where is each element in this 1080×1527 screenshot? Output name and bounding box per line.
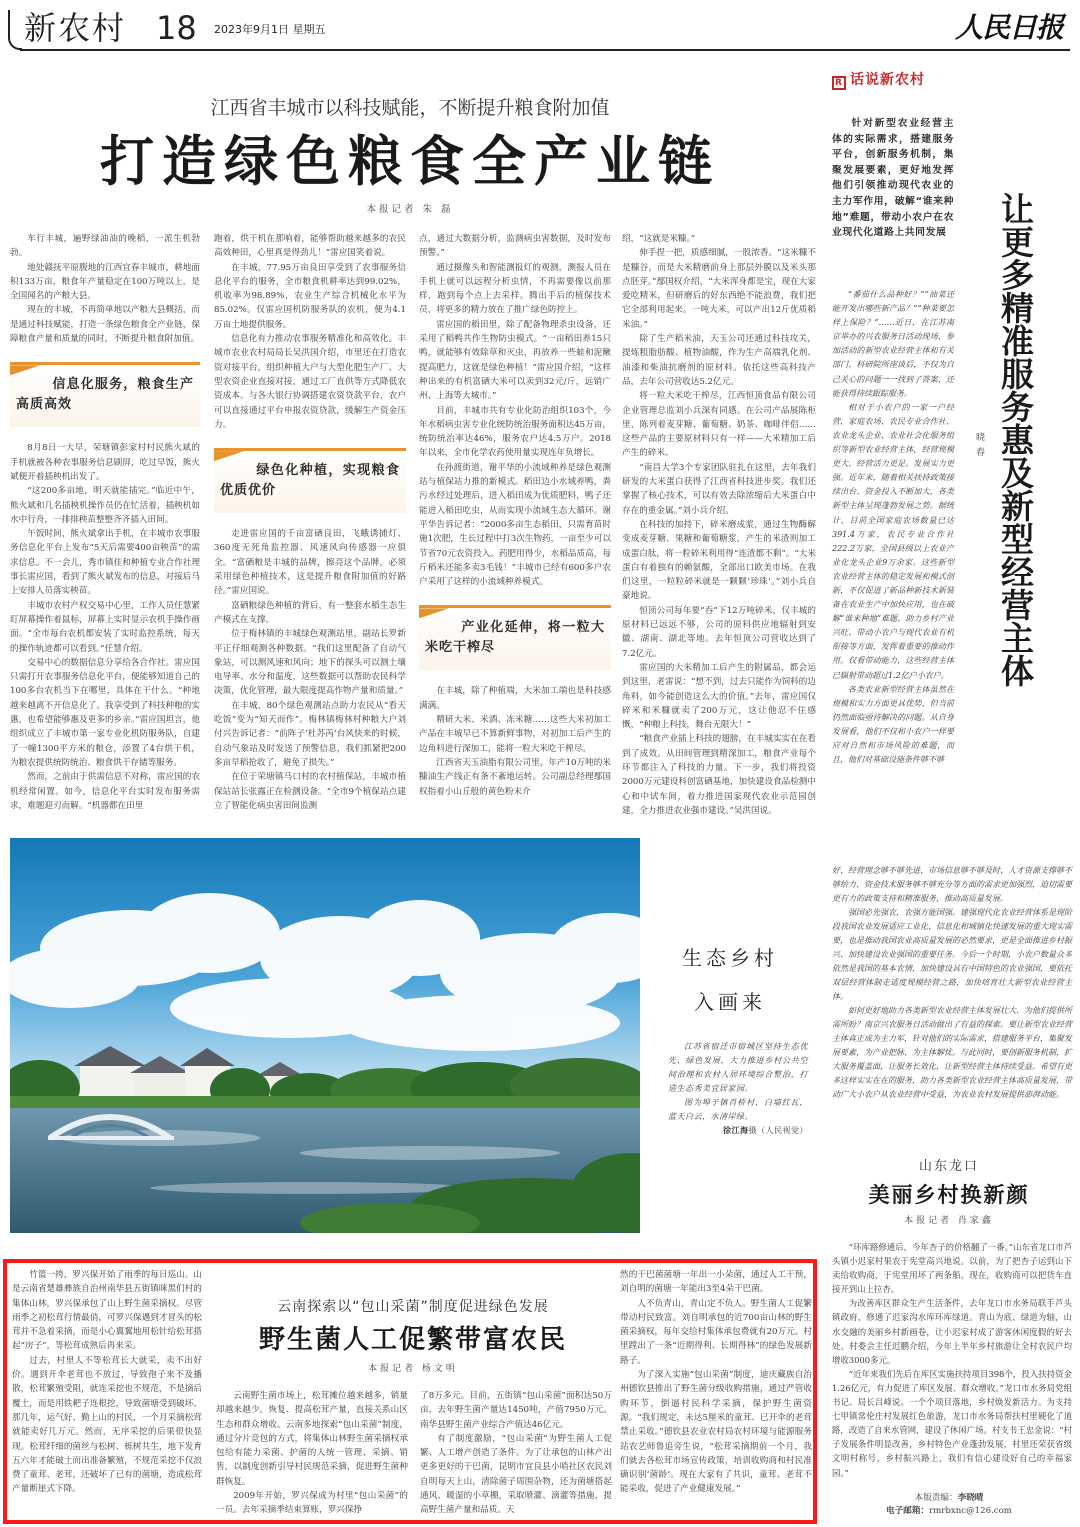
page-number: 18 (156, 9, 197, 47)
paragraph: 云南野生菌市场上，松茸摊位越来越多，销量却越来越少。恢复、提高松茸产量，直接关系山区生态和群众增收。云南多地探索“包山采菌”制度，通过分片竞包的方式，将集体山林野生菌采摘权承包给有能力采菌、护菌的人统一管理、采摘、销售，以制度创新引导村民规范采摘，促进野生菌种群恢复。 (216, 1391, 408, 1487)
commentary-title: 让更多精准服务惠及新型经营主体 (996, 192, 1035, 687)
paragraph: 恒顶公司每年要“吞”下12万吨碎米，仅丰城的原材料已远远不够，公司的原料供应地辐射到安徽、湖南、湖北等地。去年恒顶公司营收达到了7.2亿元。 (622, 605, 816, 659)
r-badge-icon: R (832, 76, 846, 90)
paragraph: 为改善库区群众生产生活条件，去年龙口市水务局联手芦头镇政府，修通了迟家沟水库环库绿道。青山为底、绿道为轴，山水交融的美丽乡村新画卷，让小迟家村成了游客休闲度假的好去处。村委会主任迟鹏介绍，今年上半年乡村旅游让全村农民户均增收3000多元。 (832, 1298, 1072, 1365)
paragraph: 然的干巴菌菌塘一年出一小朵菌，通过人工干预，刘自明的菌塘一年能出3至4朵干巴菌。 (620, 1270, 812, 1295)
paragraph: 在丰城，80个绿色观测站点助力农民从“看天吃饭”变为“知天而作”。梅林镇梅林村种粮大户刘付兴告诉记者：“前阵子‘杜苏芮’台风快来的时候，自动气象站及时发送了预警信息，我们抓紧把200多亩早稻抢收了，避免了损失。” (214, 700, 406, 768)
paragraph: 雷应国的稻田里，除了配备物理杀虫设备，还采用了稻鸭共作生物防虫模式。“一亩稻田养15只鸭，就能够有效除草和灭虫，再放养一些蛙和泥鳅提高肥力，这就是绿色种植！”雷应国介绍，“这样种出来的有机富硒大米可以卖到32元/斤，远销广州、上海等大城市。” (419, 319, 611, 402)
column-tag (832, 70, 925, 90)
subsection-title: 产业化延伸，将一粒大米吃干榨尽 (425, 620, 605, 656)
paragraph: 2009年开始，罗兴保成为村里“包山采菌”的一员。去年采摘季结束算账，罗兴保挣 (216, 1491, 408, 1516)
main-article-column-3 (419, 232, 611, 799)
commentary-body-narrow (832, 288, 954, 767)
paragraph: 为了深入实施“包山采菌”制度，迪庆藏族自治州德钦县推出了野生菌分级收购措施，通过严管收购环节，倒逼村民科学采摘，保护野生菌资源。“我们规定，未达5厘米的童茸、已开伞的老茸禁止采收。”德钦县农业农村局农村环境与能源服务站农艺师鲁追旁生说，“松茸采摘期前一个月，我们就去各松茸市场宣传政策，培训收购商和村民准确识别‘菌龄’。现在大家有了共识，童茸、老茸不能采收，促进了产业健康发展。” (620, 1370, 812, 1495)
main-article-headline: 打造绿色粮食全产业链 (100, 130, 720, 193)
lead-text: 针对新型农业经营主体的实际需求，搭建服务平台，创新服务机制，集聚发展要素，更好地发挥他们引领推动现代农业的主力军作用，破解“谁来种地”难题，带动小农户在农业现代化道路上共同发展 (832, 118, 954, 239)
paragraph: 强国必先强农，农强方能国强。建强现代化农业经营体系是现阶段我国农业发展适应工业化、信息化和城镇化快速发展的重大现实需要，也是推动我国农业高质量发展的必然要求，更是全面推进乡村振兴、加快建设农业强国的重要任务。今后一个时期，小农户数量众多依然是我国的基本农情，加快建设具有中国特色的农业强国，要依托双层经营体制走适度规模经营之路，加快培育壮大新型农业经营主体。 (832, 908, 1072, 1001)
paragraph: “环库路修通后，今年杏子的价格翻了一番。”山东省龙口市芦头镇小迟家村果农于宪堂高兴地说。以前，为了把杏子运到山下卖给收购商，于宪堂用坏了两条船。现在，收购商可以把货车直接开到山上拉杏。 (832, 1242, 1072, 1295)
paragraph: 绍，“这就是米糠。” (622, 234, 696, 244)
paragraph: 了8万多元。目前，五街镇“包山采菌”面积达50万亩，去年野生菌产量达1450吨，产值7950万元。南华县野生菌产业综合产值达46亿元。 (420, 1391, 612, 1430)
paragraph: 竹篮一挎，罗兴保开始了雨季的每日巡山。山是云南省楚雄彝族自治州南华县五街镇咪黑们村的集体山林，罗兴保承包了山上野生菌采摘权。尽管雨季之初松茸行情最俏，可罗兴保遇到才冒头的松茸并不急着采摘，而是小心翼翼地用松针给松茸搭起“房子”，等松茸成熟后再来采。 (12, 1270, 202, 1352)
main-article-column-4 (622, 232, 816, 818)
email-line (822, 1505, 1076, 1518)
subsection-banner (10, 362, 200, 427)
village-photo (10, 838, 640, 1233)
paragraph: 然而，之前由于供需信息不对称，雷应国的农机经常闲置。如今，信息化平台实时发布服务需求，难题迎刃而解。“机器都在田里 (10, 772, 200, 811)
editor-line (822, 1492, 1076, 1505)
paragraph: 跑着，烘干机在那响着，能够帮助越来越多的农民高效种田，心里真是得劲儿！”雷应国笑着说。 (214, 234, 406, 259)
paragraph: “南昌大学3个专家团队驻扎在这里，去年我们研发的大米蛋白获得了江西省科技进步奖。我们还掌握了核心技术，可以有效去除浓缩后大米蛋白中存在的重金属。”刘小兵介绍。 (622, 462, 816, 516)
editor-label: 本版责编： (914, 1493, 958, 1503)
paragraph: 丰城市农村产权交易中心里，工作人员任慧紧盯屏幕操作着鼠标，屏幕上实时显示农机手操作画面。“全市每台农机都安装了实时监控系统，每天的操作轨迹都可以看到。”任慧介绍。 (10, 600, 200, 654)
photo-title-line-1: 生态乡村 (682, 946, 778, 970)
shandong-headline: 美丽乡村换新颜 (868, 1182, 1030, 1207)
shandong-subhead: 山东龙口 (918, 1159, 979, 1174)
shandong-byline: 本报记者 肖家鑫 (904, 1216, 994, 1226)
paragraph: 除了生产稻米油，天玉公司还通过科技攻关，提炼粗脂肪酸、植物油酸，作为生产高端乳化剂、油漆和柴油抗磨剂的原材料。依托这些高科技产品，去年公司营收达5.2亿元。 (622, 334, 816, 387)
subsection-title: 绿色化种植，实现粮食优质优价 (220, 463, 400, 499)
paragraph: “番茄什么品种好？”“油菜还能开发出哪些新产品？”“种菜要怎样上保险？”……近日，在江苏南京举办的兴农服务日活动现场，参加活动的新型农业经营主体和有关部门、科研院所座谈后，不仅为自己关心的问题一一找到了答案，还能获得持续跟踪服务。 (832, 290, 954, 398)
commentary-lead (832, 116, 954, 241)
yunnan-column-1 (12, 1268, 202, 1497)
paragraph: 伸手捏一把，质感细腻，一股浓香。“这米糠不是糠谷，而是大米精磨前身上那层外膜以及米头那点胚芽。”鄢国权介绍，“大米浑身都是宝，现在大家爱吃精米，但研磨后的好东西绝不能浪费，我们把它全部利用起来。一吨大米，可以产出12斤优质稻米油。” (622, 248, 816, 330)
photo-caption (668, 1040, 808, 1138)
paragraph: 过去，村里人不等松茸长大就采，卖不出好价。遇到开伞老茸也不放过，导致孢子来不及播散，松茸繁殖受阻，就连采挖也不规范，不是摘后覆土，而是用铁耙子连根挖，导致菌塘受到破坏。那几年，运气好、勤上山的村民，一个月采摘松茸就能卖好几万元。然而，无序采挖的后果很快显现。松茸纤细的菌丝与松树、栎树共生，地下发育五六年才能破土而出准备繁殖，不规范采挖不仅浪费了童茸、老茸，还破坏了已有的菌塘，造成松茸产量断崖式下降。 (12, 1355, 202, 1495)
yunnan-headline: 野生菌人工促繁带富农民 (258, 1325, 567, 1355)
paragraph: 车行丰城，遍野绿油油的晚稻，一派生机勃勃。 (10, 234, 200, 259)
paragraph: 有了制度激励，“包山采菌”为野生菌人工促繁、人工增产创造了条件。为了让承包的山林产出更多更好的干巴菌，昆明市宜良县小哨社区农民刘自明每天上山，清除菌子周围杂物，还为菌塘搭起通风、暖湿的小草棚，采取喷灌、滴灌等措施，提高野生菌产量和品质。天 (420, 1433, 612, 1516)
paragraph: “这200多亩地，明天就能插完。”临近中午，熊火斌和几名插秧机操作员仍在忙活着，插秧机如水中行舟，一排排秧苗整整齐齐插入田间。 (10, 486, 200, 525)
subsection-banner (214, 448, 406, 513)
issue-date: 2023年9月1日 星期五 (214, 23, 326, 36)
paragraph: 富硒粮绿色种植的背后，有一整套水稻生态生产模式在支撑。 (214, 600, 406, 625)
paragraph: 雷应国的大米精加工后产生的附属品，都会运到这里，老雷说：“想不到，过去只能作为饲料的边角料，如今能创造这么大的价值。”去年，雷应国仅碎米和米糠就卖了200万元，这让他忍不住感慨，“种粮上科技，舞台无限大！” (622, 662, 816, 731)
paragraph: 交易中心的数据信息分享给各合作社。雷应国只需打开农事服务信息化平台，便能够知道自己的100多台农机当下在哪里，具体在干什么。“种地越来越离不开信息化了。我享受到了科技种粮的实惠，也希望能够惠及更多的乡亲。”雷应国坦言，他组织成立了丰城市第一家专业化机防服务队，自建了一幢1300平方米的粮仓，添置了4台烘干机，为粮农提供统防统治、粮食烘干存储等服务。 (10, 657, 200, 768)
paragraph: 江西省天玉油脂有限公司里，年产10万吨的米糠油生产线正有条不紊地运转。公司副总经理鄢国权指着小山丘般的黄色粉末介 (419, 757, 611, 797)
masthead-bracket (8, 10, 22, 50)
subsection-title: 信息化服务，粮食生产高质高效 (16, 377, 194, 413)
paragraph: 在位于荣塘镇马口村的农村植保站，丰城市植保站站长张露正在检测设备。“全市9个植保站点建立了智能化病虫害田间监测 (214, 772, 406, 811)
newspaper-logo: 人民日报 (955, 11, 1064, 44)
yunnan-subhead: 云南探索以“包山采菌”制度促进绿色发展 (277, 1299, 549, 1315)
main-article-byline: 本报记者 朱 磊 (366, 204, 454, 215)
paragraph: 现在的丰城，不再简单地以产粮大县概括，而是通过科技赋能，打造一条绿色粮食全产业链，保障粮食产量和质量的同时，不断提升粮食附加值。 (10, 305, 200, 345)
column-tag-label: 话说新农村 (850, 72, 925, 88)
paragraph: 相对于小农户的一家一户经营，家庭农场、农民专业合作社、农业龙头企业、农业社会化服务组织等新型农业经营主体，经营规模更大、经营活力更足、发展实力更强。近年来，随着相关扶持政策接续出台、资金投入不断加大，各类新型主体呈现蓬勃发展之势。据统计，目前全国家庭农场数量已达391.4万家，农民专业合作社222.2万家，全国县级以上农业产业化龙头企业9万余家。这些新型农业经营主体的稳定发展和模式创新，不仅促进了新品种新技术新装备在农业生产中加快应用，也在破解“谁来种地”难题、助力乡村产业兴旺、带动小农户与现代农业有机衔接等方面，发挥着重要的推动作用。仅看带动能力，这些经营主体已辐射带动超过1.2亿户小农户。 (832, 402, 954, 680)
paragraph: 地处赣抚平原腹地的江西宜春丰城市，耕地面积133万亩，粮食年产量稳定在100万吨以上，是全国闻名的产粮大县。 (10, 262, 200, 302)
yunnan-column-4 (620, 1268, 812, 1497)
paragraph: 如何更好地助力各类新型农业经营主体发展壮大、为他们提供所需所盼？南京兴农服务日活动做出了有益的探索。要让新型农业经营主体真正成为主力军，针对他们的实际需求，搭建服务平台，集聚发展要素，为产业把脉、为主体解忧。与此同时，要创新服务机制，扩大服务覆盖面，让服务长效化，让新型经营主体持续受益。希望有更多这样实实在在的服务，助力各类新型农业经营主体高质量发展，带动广大小农户从农业经营中受益，为农业农村发展提供澎湃动能。 (832, 1006, 1072, 1099)
paragraph: 各类农业新型经营主体虽然在规模和实力方面更具优势，但当前仍然面临亟待解决的问题。从自身发展看，他们不仅和小农户一样要应对自然和市场风险的难题，而且，他们对基础设施条件够不够 (832, 684, 954, 765)
paragraph: 在孙渡街道，谢平华的小流域种养是绿色观测站与植保站力推的新模式。稻田边小水域养鸭，粪污水经过处理后，进入稻田成为优质肥料，鸭子还能进入稻田吃虫，从而实现小流域生态大循环。谢平华告诉记者：“2000多亩生态稻田，只需育苗时施1次肥，生长过程中打3次生物药，一亩至少可以节省70元农资投入。药肥用得少，水稻品质高，每斤稻米还能多卖3毛钱！”丰城市已经有600多户农户采用了这样的小流域种养模式。 (419, 462, 611, 588)
paragraph: “近年来我们先后在库区实施扶持项目398个，投入扶持资金1.26亿元，有力促进了库区发展、群众增收。”龙口市水务局党组书记、局长吕峰说。一个个项目落地，乡村焕发新活力。为支持七甲镇常伦庄村发展红色旅游，龙口市水务局帮扶村里硬化了道路，改造了自来水管网，建设了休闲广场。村支书王忠金说：“村子发展条件明显改善，乡村特色产业蓬勃发展，村里还荣获省级文明村称号。乡村振兴路上，我们有信心建设好自己的幸福家园。” (832, 1368, 1072, 1478)
paragraph: 在科技的加持下，碎米磨成浆，通过生物酶解变成麦芽糖、果糖和葡萄糖浆，产生的米渣则加工成蛋白肽，将一粒碎米利用得“连渣都不剩”。“大米蛋白有着独有的赖氨酸，全部出口欧美市场。在我们这里，一粒粒碎米就是一颗颗‘珍珠’。”刘小兵自豪地说。 (622, 519, 816, 602)
shandong-body (832, 1240, 1072, 1480)
commentary-body-wide (832, 864, 1072, 1102)
paragraph: 信息化有力推动农事服务精准化和高效化。丰城市农业农村局局长吴洪国介绍，市里还在打造农资对接平台，组织种植大户与大型化肥生产厂、大型农资企业直接对接，通过工厂直供等方式降低农资成本。与各大银行协调搭建农资贷款平台，农户可以直接通过平台申报农资贷款，缓解生产资金压力。 (214, 334, 406, 430)
photo-credit (668, 1124, 808, 1138)
paragraph: 在丰城，77.95万亩良田享受到了农事服务信息化平台的服务，全市粮食机耕率达到99.02%，机收率为98.89%，农业生产综合机械化水平为85.02%。仅雷应国机防服务队的农机，便为4.1万亩土地提供服务。 (214, 262, 406, 330)
yunnan-column-2 (216, 1389, 408, 1518)
paragraph: 位于梅林镇的丰城绿色观测站里，副站长罗新平正仔细观测各种数据。“我们这里配备了自动气象站，可以测风速和风向；地下的探头可以测土壤电导率、水分和温度，这些数据可以帮助农民科学决策，优化管理，最大限度提高作物产量和质量。” (214, 629, 406, 697)
main-article-subhead: 江西省丰城市以科技赋能，不断提升粮食附加值 (210, 97, 610, 119)
paragraph: 人不负青山，青山定不负人。野生菌人工促繁带动村民致富。刘自明承包的近700亩山林的野生菌采摘权，每年交给村集体承包费就有20万元。村里蹚出了一条“近期得利、长期得林”的绿色发展新路子。 (620, 1298, 812, 1366)
village-landscape-illustration (10, 838, 640, 1233)
paragraph: 精研大米、米酒、冻米糖……这些大米初加工产品在丰城早已不算新鲜事物，对初加工后产生的边角料进行深加工，能将一粒大米吃干榨尽。 (419, 715, 611, 754)
editor-name: 李晓晴 (957, 1493, 984, 1503)
paragraph: 将一粒大米吃干榨尽，江西恒顶食品有限公司企业管理总监刘小兵深有同感。在公司产品展陈柜里，陈列着麦芽糖、葡萄糖、奶茶、咖啡伴侣……这些产品的主要原材料只有一样——大米精加工后产生的碎米。 (622, 391, 816, 459)
email-label: 电子邮箱： (886, 1506, 930, 1516)
yunnan-byline: 本报记者 杨文明 (368, 1364, 458, 1374)
photo-title-line-2: 入画来 (694, 990, 766, 1014)
editor-credit (822, 1492, 1076, 1518)
paragraph: 好、经营理念够不够先进、市场信息够不够及时、人才资源支撑够不够给力、资金技术服务够不够充分等方面的需求更加强烈，迫切需要更有力的政策支持和精准服务，推动高质量发展。 (832, 866, 1072, 903)
section-name: 新农村 (24, 9, 127, 47)
photographer-name: 徐江海 (723, 1126, 749, 1135)
paragraph: 目前，丰城市共有专业化防治组织103个，今年水稻病虫害专业化统防统治服务面积达45万亩，统防统治率达46%，服务农户达4.5万户。2018年以来，全市化学农药使用量实现连年负增长。 (419, 405, 611, 459)
main-article-column-2 (214, 232, 406, 813)
commentary-author: 晓春 (974, 432, 984, 462)
yunnan-column-3 (420, 1389, 612, 1518)
editor-email[interactable]: rmrbxnc@126.com (929, 1506, 1012, 1516)
caption-text: 图为埠子镇肖桥村，白墙红瓦，蓝天白云，水清岸绿。 (668, 1098, 808, 1121)
paragraph: 通过摄像头和智能测报灯的观测，测报人员在手机上就可以远程分析虫情，不再需要像以前那样，跑到每个点上去采样。腾出手后的植保技术员，将更多的精力放在了推广绿色防控上。 (419, 262, 611, 316)
paragraph: 在丰城，除了种植端，大米加工端也是科技感满满。 (419, 686, 611, 711)
paragraph: 8月8日一大早，荣塘镇彭家村村民熊火斌的手机就被各种农事服务信息刷屏，吃过早饭，熊火斌便开着插秧机出发了。 (10, 443, 200, 482)
paragraph: 点，通过大数据分析，监测病虫害数据，及时发布预警。” (419, 234, 611, 259)
paragraph: “粮食产业插上科技的翅膀，在丰城实实在在看到了成效。从田间管理到精深加工，粮食产业每个环节都注入了科技的力量。下一步，我们将投资2000万元建设科创富硒基地，加快建设食品检测中心和中试车间，着力推进国家现代农业示范园创建，全力推进农业强市建设。”吴洪国说。 (622, 734, 816, 816)
caption-text: 江苏省宿迁市宿城区坚持生态优先、绿色发展，大力推进乡村公共空间治理和农村人居环境综合整治，打造生态秀美宜居家园。 (668, 1042, 808, 1093)
subsection-banner (419, 605, 611, 670)
photo-credit-suffix: 摄（人民视觉） (748, 1126, 808, 1135)
masthead-rule (20, 49, 1070, 51)
main-article-column-1 (10, 232, 200, 813)
paragraph: 走进雷应国的千亩富硒良田，飞蛾诱捕灯、360度无死角监控器、风速风向传感器一应俱全。“富硒粮是丰城的品牌，擦亮这个品牌，必须采用绿色种植技术，这是提升粮食附加值的好路径。”雷应国说。 (214, 529, 406, 597)
paragraph: 午饭时间，熊火斌拿出手机，在丰城市农事服务信息化平台上发布“5天后需要400亩秧苗”的需求信息。不一会儿，秀市镇佳和种植专业合作社理事长雷应国，看到了熊火斌发布的信息，对接后马上安排人员落实秧苗。 (10, 529, 200, 597)
